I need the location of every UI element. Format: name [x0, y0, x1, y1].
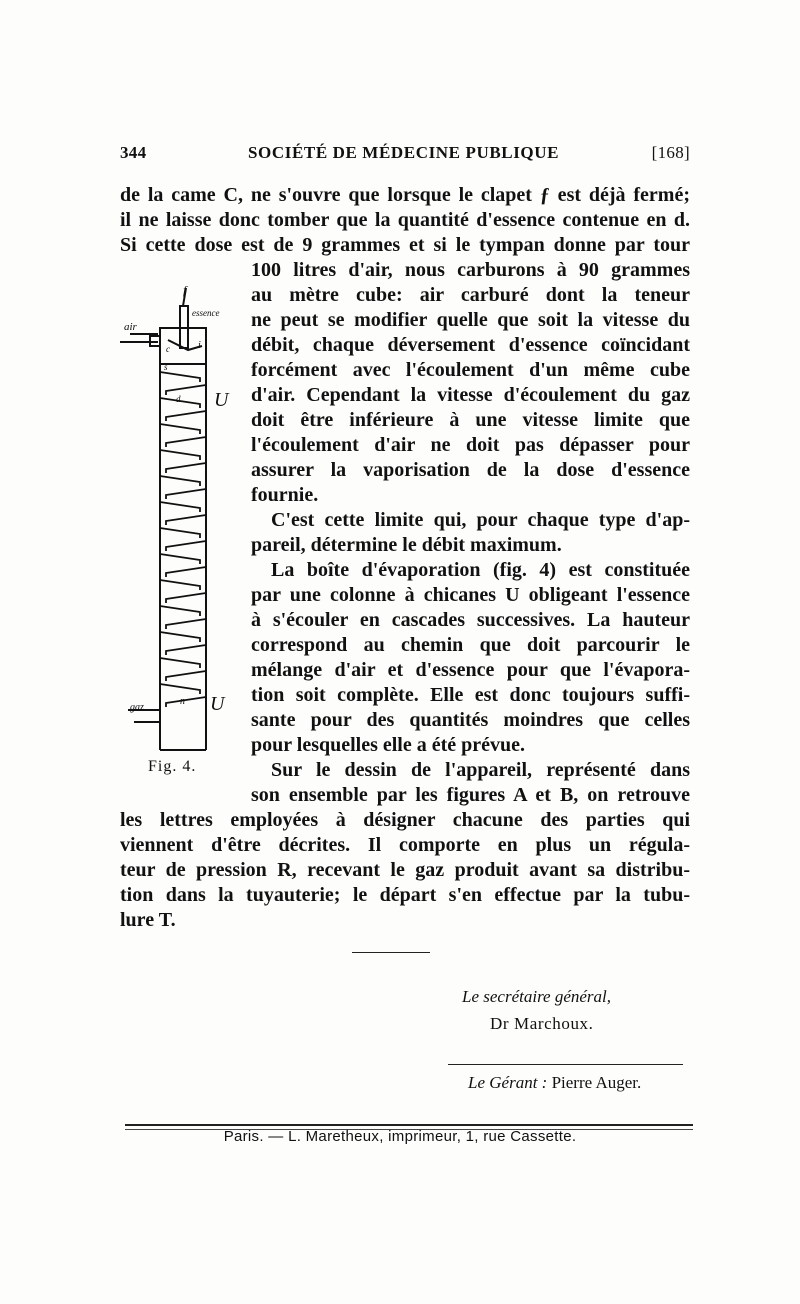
signature-name: Dr Marchoux. — [490, 1014, 594, 1033]
baffle — [166, 697, 206, 707]
text-line: de la came C, ne s'ouvre que lorsque le clapet ƒ est déjà fermé; — [120, 184, 690, 206]
text-line: par une colonne à chicanes U obligeant l'essence — [251, 584, 690, 606]
footer-rule — [125, 1124, 693, 1126]
gerant-name: Pierre Auger. — [551, 1073, 642, 1092]
figure-caption: Fig. 4. — [148, 758, 197, 775]
text-line: fournie. — [251, 484, 319, 506]
label-i: i — [198, 340, 201, 351]
baffle — [166, 541, 206, 551]
baffle — [166, 593, 206, 603]
label-c: c — [166, 344, 170, 354]
baffle — [160, 554, 200, 564]
text-line: assurer la vaporisation de la dose d'essence — [251, 459, 690, 481]
gerant-role: Le Gérant : — [468, 1073, 548, 1092]
section-divider — [352, 952, 430, 953]
page-reference: [168] — [651, 143, 690, 162]
running-title: SOCIÉTÉ DE MÉDECINE PUBLIQUE — [248, 143, 560, 162]
text-line: lure T. — [120, 909, 176, 931]
text-line: 100 litres d'air, nous carburons à 90 grammes — [251, 259, 690, 281]
baffle — [166, 671, 206, 681]
text-line: à s'écouler en cascades successives. La hauteur — [251, 609, 690, 631]
text-line: tion dans la tuyauterie; le départ s'en effectue par la tubu- — [120, 884, 690, 906]
label-s: s — [164, 362, 168, 372]
text-line: l'écoulement d'air ne doit pas dépasser pour — [251, 434, 690, 456]
gerant-divider — [448, 1064, 683, 1065]
text-line: son ensemble par les figures A et B, on retrouve — [251, 784, 690, 806]
baffle — [160, 528, 200, 538]
baffle — [166, 515, 206, 525]
label-essence: essence — [192, 308, 220, 318]
text-line: pour lesquelles elle a été prévue. — [251, 734, 526, 756]
text-line: Sur le dessin de l'appareil, représenté dans — [271, 759, 690, 781]
baffle — [166, 463, 206, 473]
text-line: La boîte d'évaporation (fig. 4) est constituée — [271, 559, 690, 581]
label-d: d — [176, 394, 181, 404]
text-line: mélange d'air et d'essence pour que l'évapora- — [251, 659, 690, 681]
text-line: correspond au chemin que doit parcourir le — [251, 634, 690, 656]
text-line: il ne laisse donc tomber que la quantité d'essence contenue en d. — [120, 209, 690, 231]
baffle — [160, 502, 200, 512]
signature-title: Le secrétaire général, — [462, 987, 612, 1006]
text-line: C'est cette limite qui, pour chaque type d'ap- — [271, 509, 690, 531]
label-air: air — [124, 321, 137, 333]
baffle — [160, 372, 200, 382]
baffle — [160, 580, 200, 590]
label-n: n — [180, 696, 185, 707]
text-line: tion soit complète. Elle est donc toujours suffi- — [251, 684, 690, 706]
baffle — [166, 411, 206, 421]
text-line: teur de pression R, recevant le gaz produit avant sa distribu- — [120, 859, 690, 881]
text-line: au mètre cube: air carburé dont la teneur — [251, 284, 690, 306]
baffle — [166, 385, 206, 395]
text-line: sante pour des quantités moindres que celles — [251, 709, 690, 731]
page-header — [120, 143, 690, 169]
baffle — [166, 619, 206, 629]
baffle — [160, 658, 200, 668]
baffle — [166, 489, 206, 499]
baffle — [160, 476, 200, 486]
text-line: ne peut se modifier quelle que soit la vitesse du — [251, 309, 690, 331]
evaporation-column-figure — [110, 280, 240, 755]
baffle — [160, 606, 200, 616]
text-line: débit, chaque déversement d'essence coïncidant — [251, 334, 690, 356]
baffle — [160, 632, 200, 642]
label-u-top: U — [214, 389, 229, 411]
text-line: pareil, détermine le débit maximum. — [251, 534, 562, 556]
text-line: doit être inférieure à une vitesse limite que — [251, 409, 690, 431]
gerant-line — [468, 1073, 641, 1093]
label-u-bottom: U — [210, 693, 225, 715]
label-gaz: gaz — [130, 702, 144, 713]
text-line: d'air. Cependant la vitesse d'écoulement du gaz — [251, 384, 690, 406]
baffle — [160, 450, 200, 460]
baffle — [166, 567, 206, 577]
baffle — [160, 424, 200, 434]
text-line: les lettres employées à désigner chacune des parties qui — [120, 809, 690, 831]
page-number: 344 — [120, 143, 147, 162]
label-f: f — [183, 283, 187, 297]
text-line: viennent d'être décrites. Il comporte en plus un régula- — [120, 834, 690, 856]
baffle — [166, 437, 206, 447]
baffle — [166, 645, 206, 655]
baffle — [160, 684, 200, 694]
text-line: Si cette dose est de 9 grammes et si le tympan donne par tour — [120, 234, 690, 256]
text-line: forcément avec l'écoulement d'un même cube — [251, 359, 690, 381]
printer-imprint: Paris. — L. Maretheux, imprimeur, 1, rue Cassette. — [223, 1128, 577, 1145]
